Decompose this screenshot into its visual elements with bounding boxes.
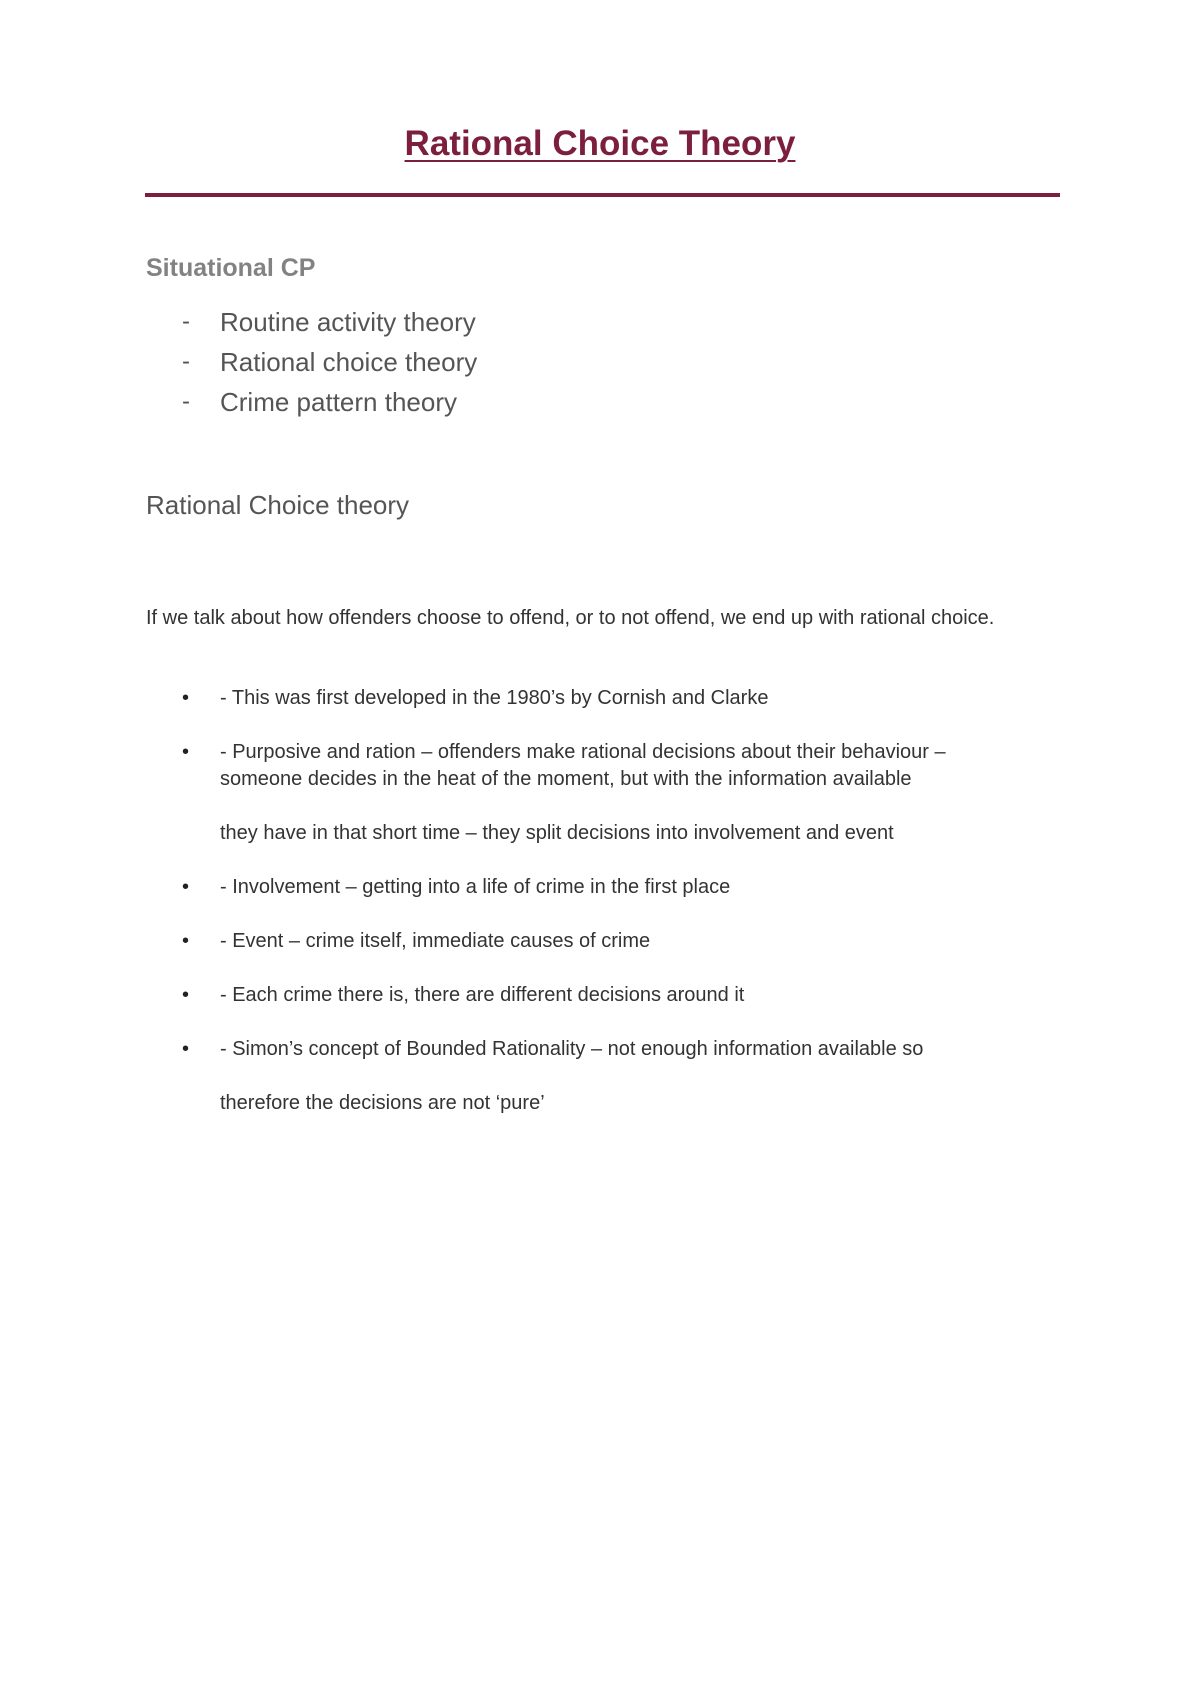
bullet-item: [146, 739, 1066, 874]
bullet-item: [146, 874, 1066, 928]
title-divider: [145, 193, 1060, 197]
list-item-text: Crime pattern theory: [220, 387, 457, 417]
bullet-text-line: - This was first developed in the 1980’s by Cornish and Clarke: [220, 687, 769, 709]
bullet-text-line: - Involvement – getting into a life of crime in the first place: [220, 876, 731, 898]
bullet-marker: •: [182, 687, 190, 709]
document-title: Rational Choice Theory: [404, 124, 796, 163]
intro-paragraph: If we talk about how offenders choose to offend, or to not offend, we end up with rational choice.: [146, 607, 995, 629]
section-heading-rational-choice: Rational Choice theory: [146, 490, 410, 520]
bullet-marker: •: [182, 876, 190, 898]
bullet-marker: •: [182, 984, 190, 1006]
bullet-text-line: - Event – crime itself, immediate causes of crime: [220, 930, 651, 952]
rational-choice-bullets: [146, 685, 1066, 1117]
list-item-text: Rational choice theory: [220, 347, 478, 377]
dash-marker: -: [182, 348, 190, 375]
bullet-text-line: they have in that short time – they split decisions into involvement and event: [220, 822, 894, 844]
section-heading-situational-cp: Situational CP: [146, 254, 316, 282]
list-item-text: Routine activity theory: [220, 307, 476, 337]
bullet-item: [146, 982, 1066, 1036]
dash-marker: -: [182, 388, 190, 415]
bullet-text-line: - Simon’s concept of Bounded Rationality – not enough information available so: [220, 1038, 924, 1060]
bullet-marker: •: [182, 930, 190, 952]
bullet-text-line: therefore the decisions are not ‘pure’: [220, 1092, 545, 1114]
bullet-item: [146, 1036, 1066, 1117]
bullet-marker: •: [182, 1038, 190, 1060]
bullet-item: [146, 685, 1066, 739]
bullet-text-line: - Each crime there is, there are different decisions around it: [220, 984, 745, 1006]
bullet-item: [146, 928, 1066, 982]
bullet-marker: •: [182, 741, 190, 763]
bullet-text-line: - Purposive and ration – offenders make rational decisions about their behaviour –: [220, 741, 946, 763]
dash-marker: -: [182, 308, 190, 335]
bullet-text-line: someone decides in the heat of the moment, but with the information available: [220, 768, 912, 790]
